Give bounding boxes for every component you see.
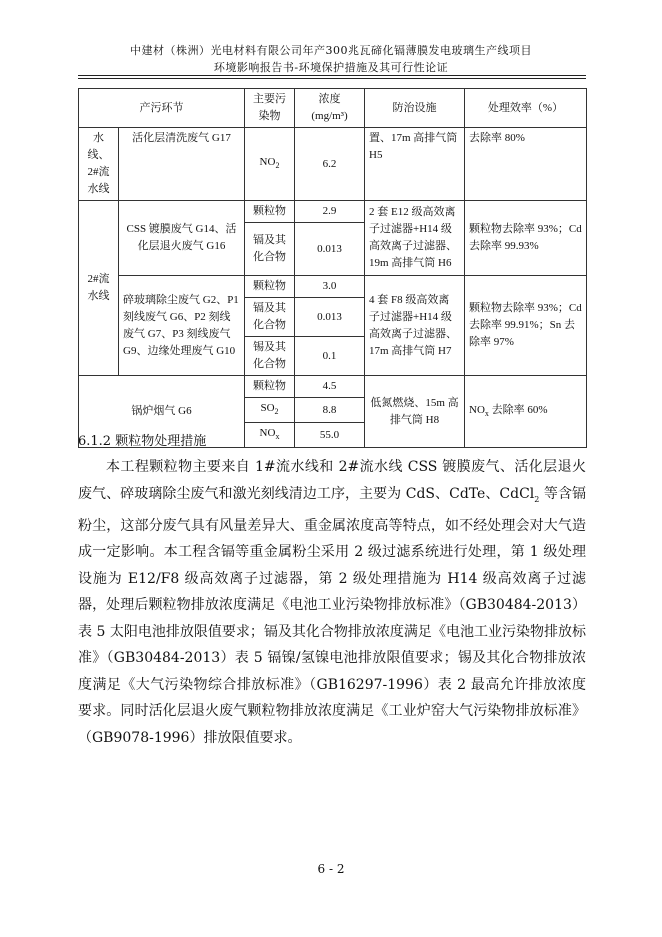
cell-source: 活化层清洗废气 G17 xyxy=(119,128,245,201)
cell-pollutant: 镉及其化合物 xyxy=(245,298,295,337)
paragraph-sub: 2 xyxy=(534,494,540,504)
cell-efficiency: 颗粒物去除率 93%；Cd 去除率 99.93% xyxy=(465,201,587,276)
cell-pollutant xyxy=(245,398,295,423)
header-conc-label: 浓度 xyxy=(318,93,341,105)
cell-source: 锅炉烟气 G6 xyxy=(79,376,245,448)
document-header-title: 中建材（株洲）光电材料有限公司年产300兆瓦碲化镉薄膜发电玻璃生产线项目 xyxy=(130,44,532,57)
emission-table xyxy=(78,88,587,448)
cell-pollutant: 颗粒物 xyxy=(245,276,295,298)
cell-facility: 低氮燃烧、15m 高排气筒 H8 xyxy=(365,376,465,448)
header-rule xyxy=(78,75,586,76)
cell-conc: 2.9 xyxy=(295,201,365,223)
cell-efficiency xyxy=(465,376,587,448)
cell-efficiency: 颗粒物去除率 93%；Cd 去除率 99.91%；Sn 去除率 97% xyxy=(465,276,587,376)
cell-pollutant xyxy=(245,128,295,201)
cell-source: CSS 镀膜废气 G14、活化层退火废气 G16 xyxy=(119,201,245,276)
cell-conc: 4.5 xyxy=(295,376,365,398)
table-row xyxy=(79,276,587,298)
cell-pollutant: 颗粒物 xyxy=(245,376,295,398)
cell-facility: 2 套 E12 级高效离子过滤器+H14 级高效离子过滤器、19m 高排气筒 H6 xyxy=(365,201,465,276)
cell-facility: 4 套 F8 级高效离子过滤器+H14 级高效离子过滤器、17m 高排气筒 H7 xyxy=(365,276,465,376)
pollutant-sub: 2 xyxy=(274,407,279,417)
cell-conc: 55.0 xyxy=(295,423,365,448)
pollutant-sub: x xyxy=(275,432,280,442)
cell-conc: 0.013 xyxy=(295,298,365,337)
eff-text: NO xyxy=(469,403,485,416)
eff-sub: x xyxy=(484,408,489,418)
table-row xyxy=(79,128,587,201)
cell-facility: 置、17m 高排气筒 H5 xyxy=(365,128,465,201)
table-header-row xyxy=(79,89,587,128)
paragraph-part1: 本工程颗粒物主要来自 1#流水线和 2#流水线 CSS 镀膜废气、活化层退火废气、碎玻璃除尘废气和激光刻线清边工序，主要为 CdS、CdTe、CdCl xyxy=(78,459,586,502)
cell-conc: 8.8 xyxy=(295,398,365,423)
table-row xyxy=(79,201,587,223)
cell-pollutant: 锡及其化合物 xyxy=(245,337,295,376)
eff-text-post: 去除率 60% xyxy=(488,403,548,416)
page-number: 6 - 2 xyxy=(317,862,345,876)
cell-conc: 0.1 xyxy=(295,337,365,376)
cell-conc: 3.0 xyxy=(295,276,365,298)
paragraph-part2: 等含镉粉尘，这部分废气具有风量差异大、重金属浓度高等特点，如不经处理会对大气造成一定影响。本工程含镉等重金属粉尘采用 2 级过滤系统进行处理，第 1 级处理设施为 E12/F8 级高效离子过滤器，第 2 级处理措施为 H14 级高效离子过滤器，处理后颗粒物排放浓度满足《电池工业污染物排放标准》（GB30484-2013）表 5 太阳电池排放限值要求；镉及其化合物排放浓度满足《电池工业污染物排放标准》（GB30484-2013）表 5 镉镍/氢镍电池排放限值要求；锡及其化合物排放浓度满足《大气污染物综合排放标准》（GB16297-1996）表 2 最高允许排放浓度要求。同时活化层退火废气颗粒物排放浓度满足《工业炉窑大气污染物排放标准》（GB9078-1996）排放限值要求。 xyxy=(78,485,587,746)
header-rule-thin xyxy=(78,78,586,79)
cell-line: 水线、2#流水线 xyxy=(79,128,119,201)
table-row xyxy=(79,376,587,398)
header-process: 产污环节 xyxy=(79,89,245,128)
cell-source: 碎玻璃除尘废气 G2、P1 刻线废气 G6、P2 刻线废气 G7、P3 刻线废气 G9、边缘处理废气 G10 xyxy=(119,276,245,376)
cell-pollutant: 颗粒物 xyxy=(245,201,295,223)
pollutant-text: NO xyxy=(259,427,276,440)
section-title: 6.1.2 颗粒物处理措施 xyxy=(78,434,207,449)
body-paragraph xyxy=(78,454,586,751)
pollutant-text: NO xyxy=(259,155,276,168)
cell-efficiency: 去除率 80% xyxy=(465,128,587,201)
header-pollutant: 主要污染物 xyxy=(245,89,295,128)
cell-pollutant xyxy=(245,423,295,448)
paragraph-text xyxy=(78,454,586,751)
cell-pollutant: 镉及其化合物 xyxy=(245,223,295,276)
cell-conc: 6.2 xyxy=(295,128,365,201)
header-conc-unit: (mg/m³) xyxy=(311,110,348,122)
cell-conc: 0.013 xyxy=(295,223,365,276)
cell-line-group: 2#流水线 xyxy=(79,201,119,376)
pollutant-text: SO xyxy=(260,402,275,414)
header-facility: 防治设施 xyxy=(365,89,465,128)
header-concentration xyxy=(295,89,365,128)
document-header-subtitle: 环境影响报告书-环境保护措施及其可行性论证 xyxy=(213,61,449,74)
header-efficiency: 处理效率（%） xyxy=(465,89,587,128)
pollutant-sub: 2 xyxy=(275,161,280,171)
